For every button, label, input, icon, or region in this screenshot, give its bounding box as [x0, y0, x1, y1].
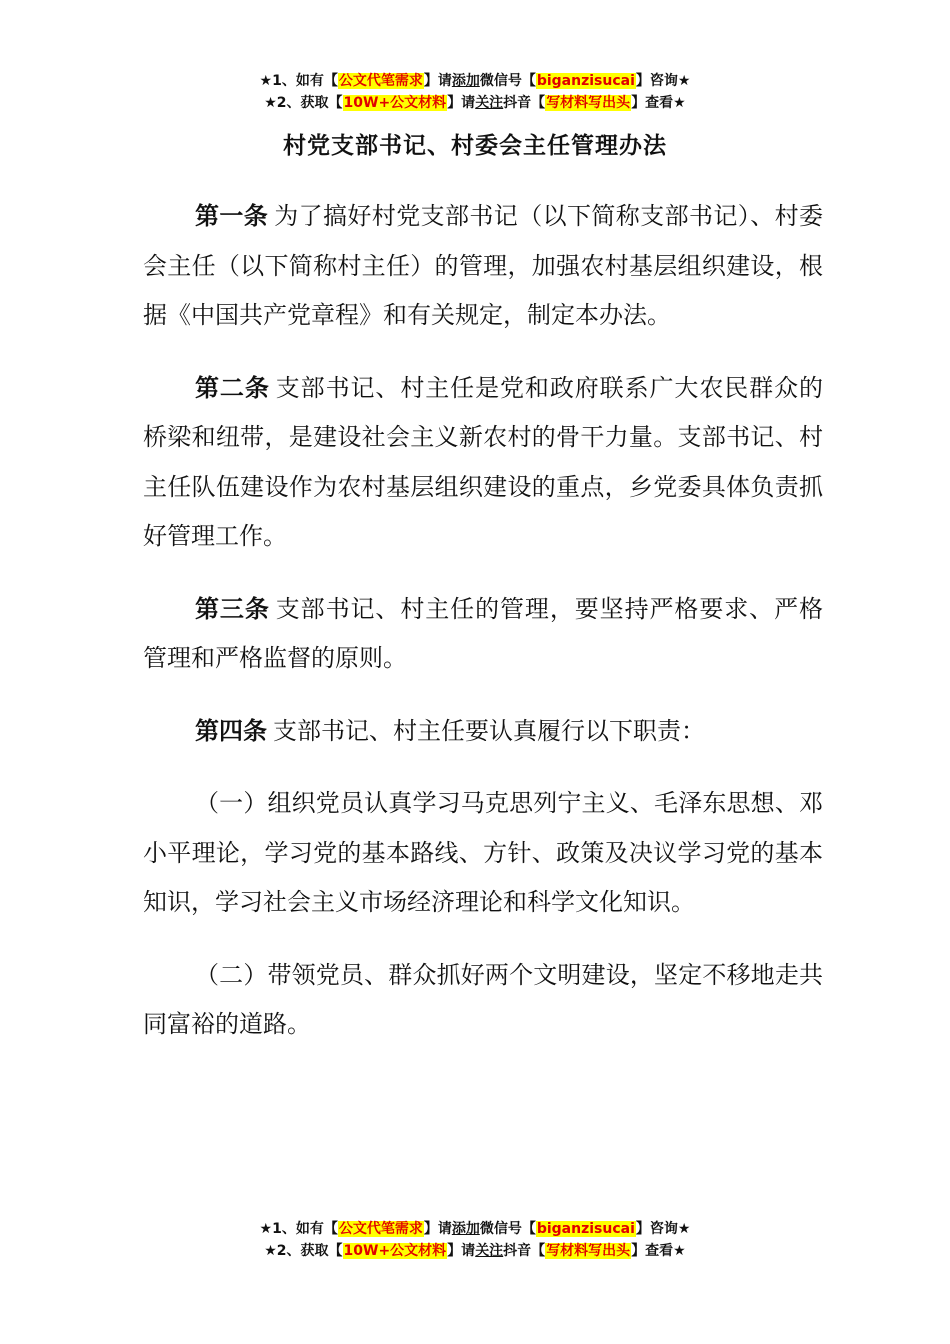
- article-2: [143, 364, 823, 562]
- article-text: 支部书记、村主任要认真履行以下职责：: [273, 716, 705, 745]
- promo-text: 】查看★: [631, 95, 686, 111]
- article-text: 支部书记、村主任的管理，要坚持严格要求、严格管理和严格监督的原则。: [143, 594, 823, 672]
- article-4: [143, 707, 823, 757]
- promo-text: 】咨询★: [635, 1221, 691, 1237]
- promo-text: 微信号【: [479, 1221, 536, 1237]
- duty-item-2: （二）带领党员、群众抓好两个文明建设，坚定不移地走共同富裕的道路。: [143, 960, 823, 1038]
- promo-highlight-douyin-account: 写材料写出头: [546, 1243, 631, 1259]
- promo-text: 】请: [423, 73, 452, 89]
- promo-text: 】查看★: [631, 1243, 686, 1259]
- promo-text: 】请: [423, 1221, 452, 1237]
- promo-line-2: [0, 1240, 950, 1262]
- promo-text: ★2、获取【: [264, 1243, 343, 1259]
- promo-text: ★1、如有【: [259, 1221, 338, 1237]
- promo-underline-add: 添加: [451, 1221, 480, 1237]
- promo-text: 】请: [447, 1243, 476, 1259]
- promo-line-2: [0, 92, 950, 114]
- article-text: 为了搞好村党支部书记（以下简称支部书记）、村委会主任（以下简称村主任）的管理，加强农村基层组织建设，根据《中国共产党章程》和有关规定，制定本办法。: [143, 202, 824, 329]
- promo-text: 抖音【: [503, 1243, 546, 1259]
- promo-line-1: [0, 1218, 950, 1240]
- promo-highlight-materials: 10W+公文材料: [343, 95, 447, 111]
- article-1: [143, 192, 823, 341]
- promo-highlight-wechat-id: biganzisucai: [536, 73, 635, 89]
- promo-banner-bottom: [0, 1218, 950, 1262]
- promo-highlight-wechat-id: biganzisucai: [536, 1221, 635, 1237]
- promo-highlight-service: 公文代笔需求: [338, 1221, 423, 1237]
- promo-text: 】请: [447, 95, 476, 111]
- duty-item-1: （一）组织党员认真学习马克思列宁主义、毛泽东思想、邓小平理论，学习党的基本路线、方针、政策及决议学习党的基本知识，学习社会主义市场经济理论和科学文化知识。: [143, 789, 823, 916]
- promo-text: 抖音【: [503, 95, 546, 111]
- document-title: 村党支部书记、村委会主任管理办法: [283, 133, 667, 159]
- document-body: [143, 192, 823, 1073]
- promo-text: 微信号【: [479, 73, 536, 89]
- promo-underline-follow: 关注: [475, 95, 504, 111]
- promo-underline-follow: 关注: [475, 1243, 504, 1259]
- promo-highlight-materials: 10W+公文材料: [343, 1243, 447, 1259]
- article-3: [143, 585, 823, 684]
- promo-highlight-service: 公文代笔需求: [338, 73, 423, 89]
- article-label: 第三条: [195, 594, 270, 623]
- article-label: 第二条: [195, 373, 270, 402]
- article-label: 第一条: [195, 202, 269, 230]
- promo-text: 】咨询★: [635, 73, 691, 89]
- promo-banner-top: [0, 70, 950, 114]
- article-label: 第四条: [195, 716, 267, 745]
- promo-highlight-douyin-account: 写材料写出头: [546, 95, 631, 111]
- promo-text: ★1、如有【: [259, 73, 338, 89]
- promo-underline-add: 添加: [451, 73, 480, 89]
- article-text: 支部书记、村主任是党和政府联系广大农民群众的桥梁和纽带，是建设社会主义新农村的骨干力量。支部书记、村主任队伍建设作为农村基层组织建设的重点，乡党委具体负责抓好管理工作。: [143, 373, 823, 550]
- promo-line-1: [0, 70, 950, 92]
- promo-text: ★2、获取【: [264, 95, 343, 111]
